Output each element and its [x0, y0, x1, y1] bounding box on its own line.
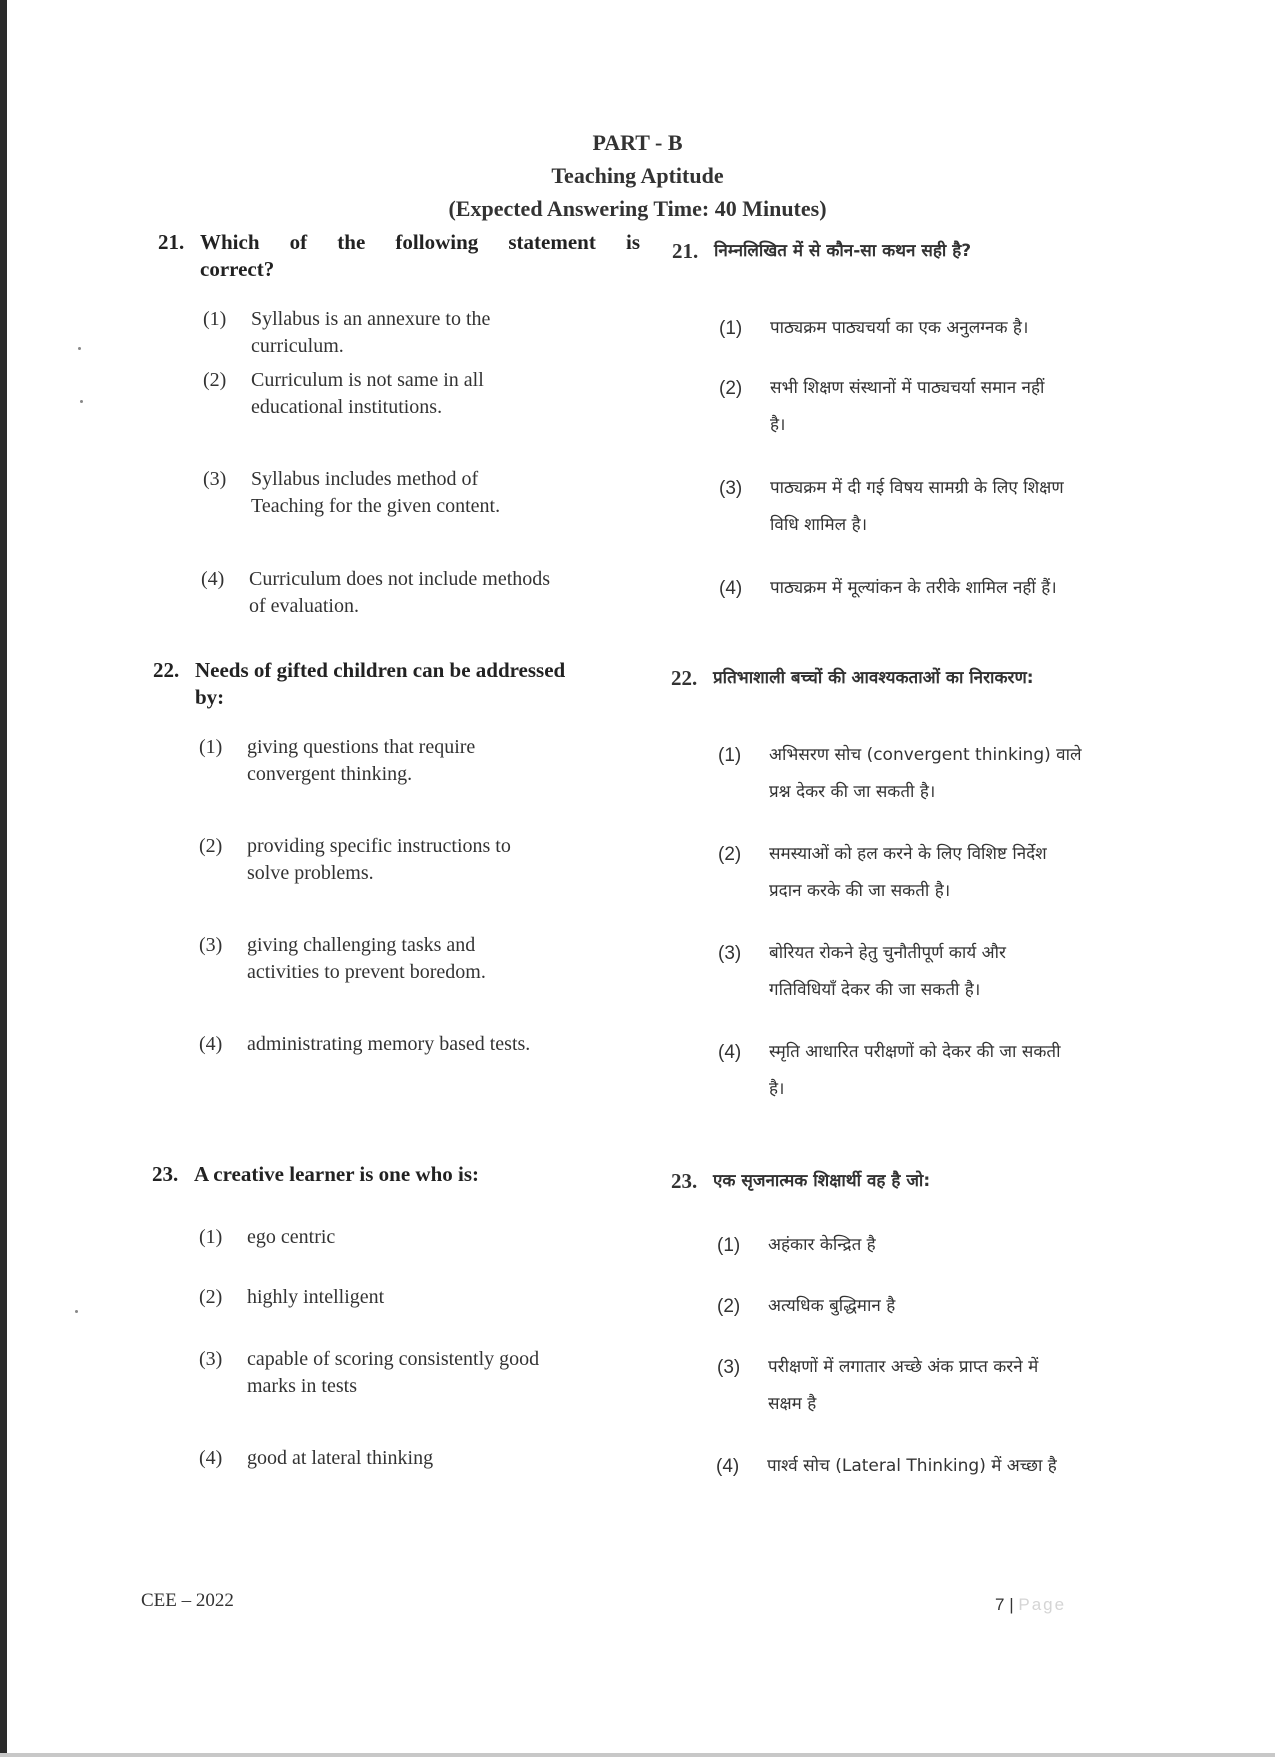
hi-q21-option-2: [719, 370, 1169, 444]
scan-edge-left: [0, 0, 7, 1757]
page-footer: [995, 1595, 1066, 1615]
option-number: (2): [717, 1296, 741, 1317]
en-q23-option-4: [199, 1445, 619, 1472]
option-number: (2): [203, 369, 227, 391]
option-text-cont: educational institutions.: [251, 396, 443, 418]
option-number: (4): [718, 1042, 742, 1063]
option-text: giving questions that require: [247, 736, 476, 758]
option-number: (3): [718, 943, 742, 964]
question-number: 21.: [158, 230, 185, 254]
page-label: Page: [1018, 1595, 1067, 1614]
option-text: परीक्षणों में लगातार अच्छे अंक प्राप्त करने में: [768, 1357, 1039, 1377]
en-q21-option-1: [203, 306, 623, 360]
hi-question-22: [671, 660, 1171, 697]
option-text-cont: प्रश्न देकर की जा सकती है।: [769, 782, 936, 802]
hi-q23-option-2: [717, 1288, 1169, 1325]
hi-q22-option-1: [718, 737, 1170, 811]
question-number: 22.: [153, 658, 180, 682]
option-text-cont: विधि शामिल है।: [770, 515, 868, 535]
option-text: Curriculum does not include methods: [249, 568, 551, 590]
question-text: एक सृजनात्मक शिक्षार्थी वह है जो:: [713, 1171, 931, 1191]
exam-code: CEE – 2022: [141, 1590, 234, 1611]
en-q22-option-2: [199, 833, 619, 887]
option-text: बोरियत रोकने हेतु चुनौतीपूर्ण कार्य और: [769, 943, 1006, 963]
option-text: Syllabus includes method of: [251, 468, 479, 490]
option-text: providing specific instructions to: [247, 835, 511, 857]
en-question-23: [152, 1161, 642, 1189]
hi-q22-option-2: [718, 836, 1170, 910]
page-number: 7: [995, 1595, 1005, 1614]
option-text: capable of scoring consistently good: [247, 1348, 540, 1370]
option-number: (3): [199, 1348, 223, 1370]
option-text-cont: है।: [770, 415, 786, 435]
scan-speck: [75, 1310, 78, 1313]
section-header: [0, 126, 1275, 225]
option-text: good at lateral thinking: [247, 1447, 434, 1469]
hi-q21-option-4: [719, 570, 1169, 607]
question-text-cont: correct?: [200, 257, 275, 281]
option-text-cont: गतिविधियाँ देकर की जा सकती है।: [769, 980, 981, 1000]
hi-question-21: [672, 233, 1172, 270]
option-text-cont: activities to prevent boredom.: [247, 961, 486, 983]
hi-q23-option-3: [717, 1349, 1169, 1423]
scan-speck: [78, 347, 81, 350]
option-number: (3): [717, 1357, 741, 1378]
scan-speck: [80, 400, 83, 403]
option-text: सभी शिक्षण संस्थानों में पाठ्यचर्या समान नहीं: [770, 378, 1045, 398]
question-text-cont: by:: [195, 685, 225, 709]
option-number: (3): [203, 468, 227, 490]
option-number: (1): [199, 1226, 223, 1248]
en-q23-option-3: [199, 1346, 629, 1400]
option-text-cont: है।: [769, 1079, 785, 1099]
expected-time: (Expected Answering Time: 40 Minutes): [448, 196, 827, 221]
en-q21-option-3: [203, 466, 623, 520]
option-text-cont: convergent thinking.: [247, 763, 413, 785]
option-number: (4): [716, 1456, 740, 1477]
hi-q23-option-1: [717, 1227, 1169, 1264]
option-text: अहंकार केन्द्रित है: [768, 1235, 876, 1255]
en-q21-option-2: [203, 367, 623, 421]
option-number: (3): [719, 478, 743, 499]
option-text: Syllabus is an annexure to the: [251, 308, 491, 330]
hi-q22-option-3: [718, 935, 1170, 1009]
page-separator: |: [1009, 1595, 1014, 1614]
question-text: निम्नलिखित में से कौन-सा कथन सही है?: [714, 241, 972, 261]
option-number: (3): [199, 934, 223, 956]
option-text-cont: सक्षम है: [768, 1394, 817, 1414]
option-text-cont: curriculum.: [251, 335, 344, 357]
option-text: स्मृति आधारित परीक्षणों को देकर की जा सकती: [769, 1042, 1061, 1062]
hi-q23-option-4: [716, 1448, 1168, 1485]
option-text: administrating memory based tests.: [247, 1033, 531, 1055]
option-text: पाठ्यक्रम पाठ्यचर्या का एक अनुलग्नक है।: [770, 318, 1029, 338]
part-title: PART - B: [592, 130, 683, 155]
subject-title: Teaching Aptitude: [551, 163, 724, 188]
option-text: अत्यधिक बुद्धिमान है: [768, 1296, 896, 1316]
option-number: (2): [719, 378, 743, 399]
option-text-cont: Teaching for the given content.: [251, 495, 501, 517]
option-text: समस्याओं को हल करने के लिए विशिष्ट निर्देश: [769, 844, 1047, 864]
option-number: (2): [199, 835, 223, 857]
option-text: पाठ्यक्रम में मूल्यांकन के तरीके शामिल नहीं हैं।: [770, 578, 1057, 598]
question-text: प्रतिभाशाली बच्चों की आवश्यकताओं का निराकरण:: [713, 668, 1034, 688]
hi-q21-option-3: [719, 470, 1169, 544]
en-question-22: [153, 657, 643, 713]
en-q23-option-1: [199, 1224, 619, 1251]
option-number: (1): [718, 745, 742, 766]
option-text: अभिसरण सोच (convergent thinking) वाले: [769, 745, 1082, 765]
option-text: पार्श्व सोच (Lateral Thinking) में अच्छा है: [767, 1456, 1057, 1476]
option-text-cont: solve problems.: [247, 862, 374, 884]
option-text: पाठ्यक्रम में दी गई विषय सामग्री के लिए शिक्षण: [770, 478, 1064, 498]
option-number: (1): [203, 308, 227, 330]
question-number: 23.: [152, 1162, 179, 1186]
option-number: (4): [199, 1033, 223, 1055]
en-q21-option-4: [201, 566, 631, 620]
en-q22-option-4: [199, 1031, 619, 1058]
option-text: giving challenging tasks and: [247, 934, 476, 956]
option-number: (1): [717, 1235, 741, 1256]
question-text: Needs of gifted children can be addressed: [195, 658, 566, 682]
en-q23-option-2: [199, 1284, 619, 1311]
hi-q22-option-4: [718, 1034, 1170, 1108]
option-number: (2): [199, 1286, 223, 1308]
hi-question-23: [671, 1163, 1171, 1200]
hi-q21-option-1: [719, 310, 1169, 347]
option-number: (4): [719, 578, 743, 599]
option-text-cont: of evaluation.: [249, 595, 359, 617]
option-text: ego centric: [247, 1226, 336, 1248]
question-number: 22.: [671, 666, 698, 690]
scan-edge-bottom: [0, 1753, 1275, 1757]
question-number: 23.: [671, 1169, 698, 1193]
question-text: Which of the following statement is: [200, 230, 640, 254]
option-text-cont: प्रदान करके की जा सकती है।: [769, 881, 951, 901]
option-text-cont: marks in tests: [247, 1375, 357, 1397]
option-number: (1): [199, 736, 223, 758]
option-number: (4): [201, 568, 225, 590]
question-number: 21.: [672, 239, 699, 263]
question-text: A creative learner is one who is:: [194, 1162, 480, 1186]
en-q22-option-1: [199, 734, 619, 788]
en-q22-option-3: [199, 932, 619, 986]
option-number: (2): [718, 844, 742, 865]
option-number: (1): [719, 318, 743, 339]
en-question-21: [158, 229, 640, 285]
option-text: Curriculum is not same in all: [251, 369, 484, 391]
option-text: highly intelligent: [247, 1286, 385, 1308]
option-number: (4): [199, 1447, 223, 1469]
